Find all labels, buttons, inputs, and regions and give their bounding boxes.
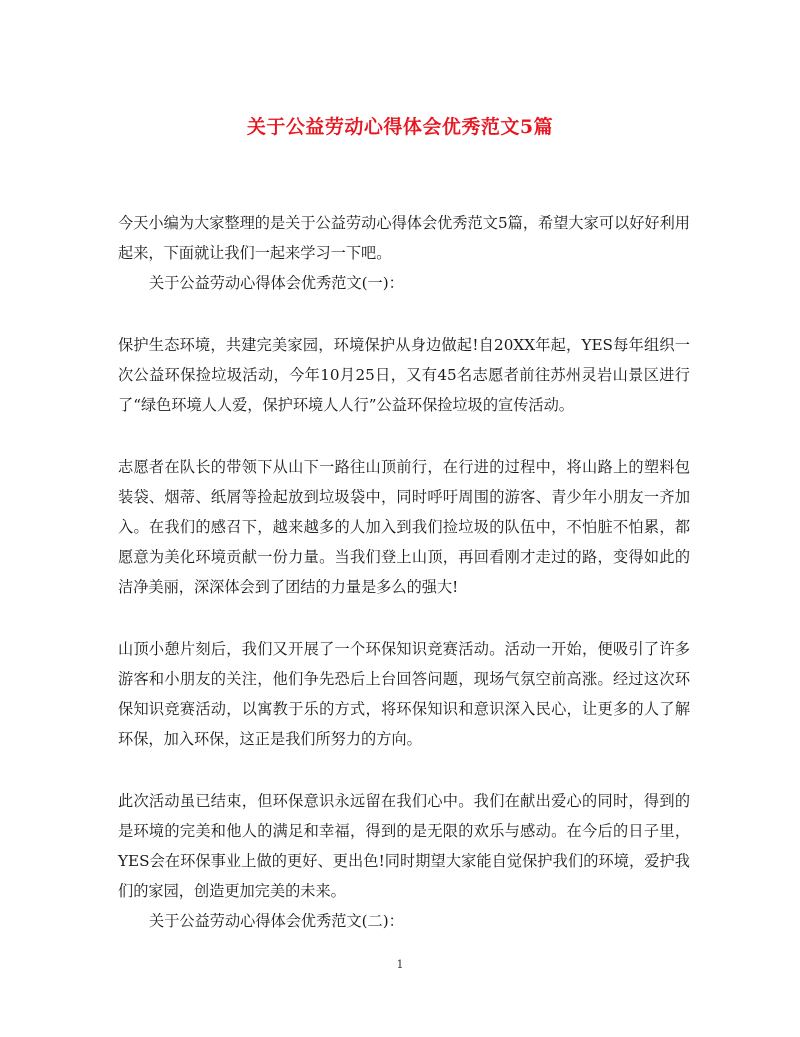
body-paragraph-2: 志愿者在队长的带领下从山下一路往山顶前行，在行进的过程中，将山路上的塑料包装袋、烟蒂、纸屑等捡起放到垃圾袋中，同时呼吁周围的游客、青少年小朋友一齐加入。在我们的感召下，越来越多的人加入到我们捡垃圾的队伍中，不怕脏不怕累，都愿意为美化环境贡献一份力量。当我们登上山顶，再回看刚才走过的路，变得如此的洁净美丽，深深体会到了团结的力量是多么的强大! [118,458,690,596]
page-number: 1 [396,958,404,971]
paragraph-spacer [118,298,690,330]
section-heading-1: 关于公益劳动心得体会优秀范文(一)： [149,274,404,292]
intro-paragraph: 今天小编为大家整理的是关于公益劳动心得体会优秀范文5篇，希望大家可以好好利用起来，下面就让我们一起来学习一下吧。 [118,214,690,262]
body-paragraph-4: 此次活动虽已结束，但环保意识永远留在我们心中。我们在献出爱心的同时，得到的是环境的完美和他人的满足和幸福，得到的是无限的欢乐与感动。在今后的日子里，YES会在环保事业上做的更好、更出色!同时期望大家能自觉保护我们的环境，爱护我们的家园，创造更加完美的未来。 [118,792,690,900]
document-body [118,208,690,936]
section-heading-2: 关于公益劳动心得体会优秀范文(二)： [149,912,404,930]
paragraph-spacer [118,420,690,452]
paragraph-spacer [118,602,690,634]
body-paragraph-1: 保护生态环境，共建完美家园，环境保护从身边做起!自20XX年起，YES每年组织一次公益环保捡垃圾活动，今年10月25日，又有45名志愿者前往苏州灵岩山景区进行了“绿色环境人人爱，保护环境人人行”公益环保捡垃圾的宣传活动。 [118,336,690,414]
paragraph-spacer [118,754,690,786]
body-paragraph-3: 山顶小憩片刻后，我们又开展了一个环保知识竞赛活动。活动一开始，便吸引了许多游客和小朋友的关注，他们争先恐后上台回答问题，现场气氛空前高涨。经过这次环保知识竞赛活动，以寓教于乐的方式，将环保知识和意识深入民心，让更多的人了解环保，加入环保，这正是我们所努力的方向。 [118,640,690,748]
document-title: 关于公益劳动心得体会优秀范文5篇 [246,116,554,138]
